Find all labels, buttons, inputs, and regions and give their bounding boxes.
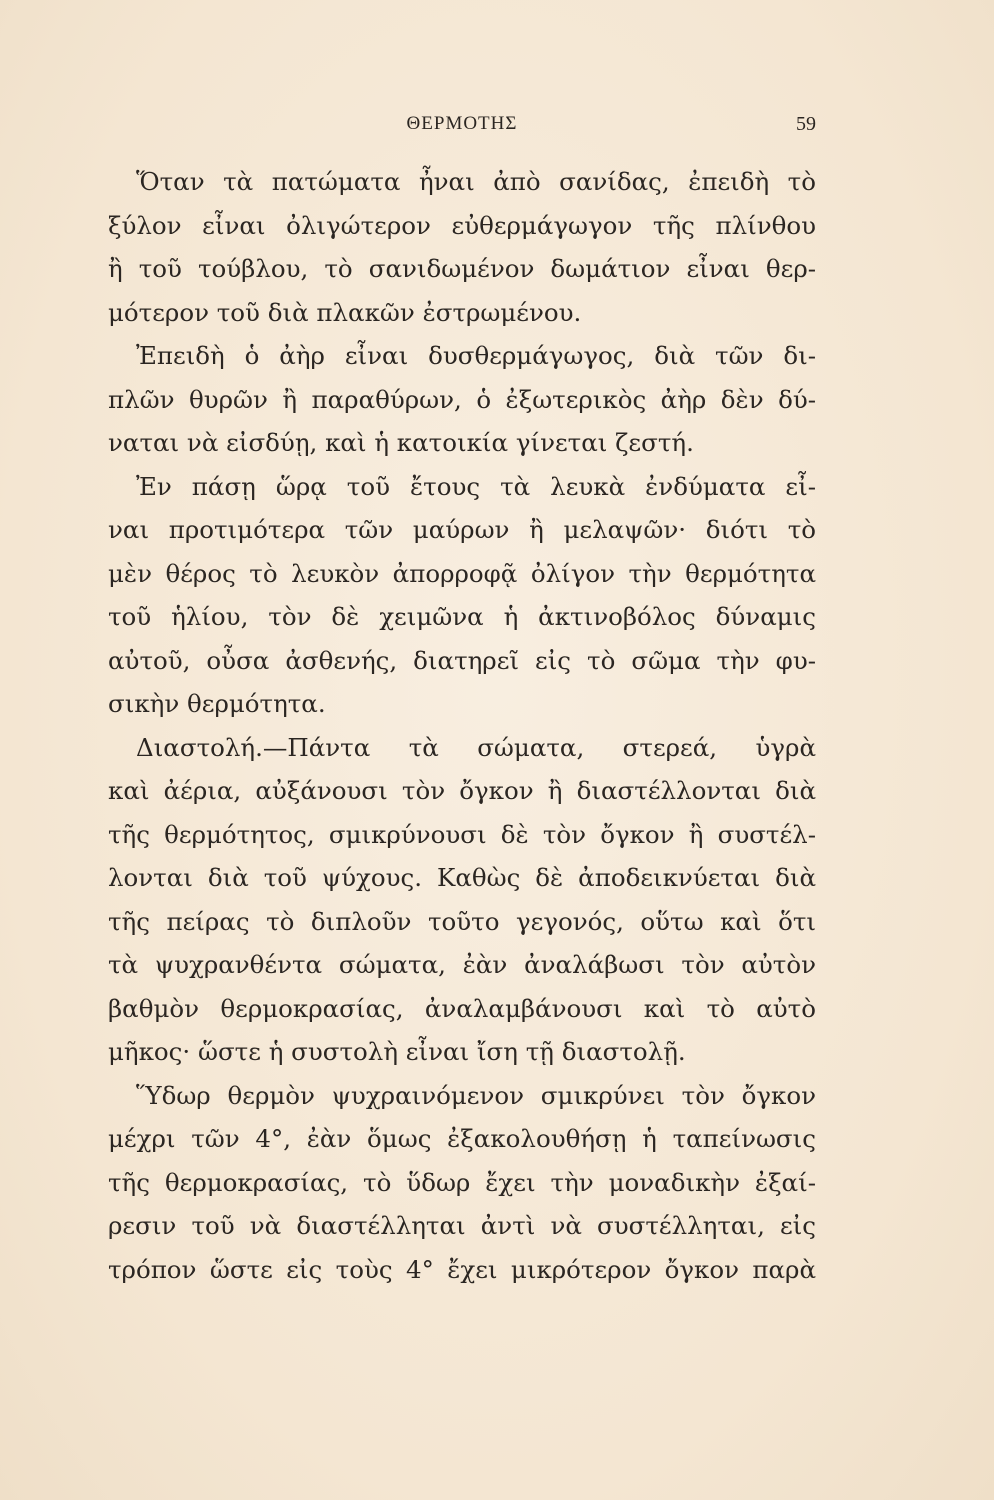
- text-line: τῆς θερμότητος, σμικρύνουσι δὲ τὸν ὄγκον ἢ συστέλ-: [108, 819, 816, 849]
- text-line: τὰ ψυχρανθέντα σώματα, ἐὰν ἀναλάβωσι τὸν αὐτὸν: [108, 950, 816, 979]
- page-header: [108, 113, 816, 143]
- body-text: [108, 160, 816, 1291]
- text-line: λονται διὰ τοῦ ψύχους. Καθὼς δὲ ἀποδεικνύεται διὰ: [108, 863, 816, 892]
- text-line: σικὴν θερμότητα.: [108, 689, 326, 718]
- text-line: πλῶν θυρῶν ἢ παραθύρων, ὁ ἐξωτερικὸς ἀὴρ δὲν δύ-: [108, 384, 816, 414]
- text-line: Διαστολή.—Πάντα τὰ σώματα, στερεά, ὑγρὰ: [136, 732, 816, 762]
- text-line: τοῦ ἡλίου, τὸν δὲ χειμῶνα ἡ ἀκτινοβόλος δύναμις: [108, 602, 816, 631]
- running-title: ΘΕΡΜΟΤΗΣ: [406, 113, 518, 134]
- text-line: ξύλον εἶναι ὀλιγώτερον εὐθερμάγωγον τῆς πλίνθου: [108, 210, 816, 240]
- text-line: ρεσιν τοῦ νὰ διαστέλληται ἀντὶ νὰ συστέλληται, εἰς: [108, 1211, 816, 1240]
- text-line: βαθμὸν θερμοκρασίας, ἀναλαμβάνουσι καὶ τὸ αὐτὸ: [108, 993, 816, 1023]
- text-line: ναι προτιμότερα τῶν μαύρων ἢ μελαψῶν· διότι τὸ: [108, 515, 816, 544]
- text-line: μὲν θέρος τὸ λευκὸν ἀπορροφᾷ ὀλίγον τὴν θερμότητα: [108, 558, 816, 588]
- text-line: τῆς θερμοκρασίας, τὸ ὕδωρ ἔχει τὴν μοναδικὴν ἐξαί-: [108, 1167, 816, 1197]
- text-line: ἢ τοῦ τούβλου, τὸ σανιδωμένον δωμάτιον εἶναι θερ-: [108, 254, 816, 283]
- text-line: τρόπον ὥστε εἰς τοὺς 4° ἔχει μικρότερον ὄγκον παρὰ: [108, 1254, 816, 1284]
- text-line: Ἐπειδὴ ὁ ἀὴρ εἶναι δυσθερμάγωγος, διὰ τῶν δι-: [136, 341, 816, 370]
- text-line: αὐτοῦ, οὖσα ἀσθενής, διατηρεῖ εἰς τὸ σῶμα τὴν φυ-: [108, 645, 816, 675]
- text-line: μότερον τοῦ διὰ πλακῶν ἐστρωμένου.: [108, 297, 582, 327]
- text-line: ναται νὰ εἰσδύῃ, καὶ ἡ κατοικία γίνεται ζεστή.: [108, 428, 694, 457]
- text-line: Ὅταν τὰ πατώματα ἦναι ἀπὸ σανίδας, ἐπειδὴ τὸ: [136, 167, 816, 196]
- text-line: μέχρι τῶν 4°, ἐὰν ὅμως ἐξακολουθήσῃ ἡ ταπείνωσις: [108, 1124, 816, 1153]
- text-line: μῆκος· ὥστε ἡ συστολὴ εἶναι ἴση τῇ διαστολῇ.: [108, 1037, 686, 1066]
- text-line: καὶ ἀέρια, αὐξάνουσι τὸν ὄγκον ἢ διαστέλλονται διὰ: [108, 776, 816, 805]
- text-line: τῆς πείρας τὸ διπλοῦν τοῦτο γεγονός, οὕτω καὶ ὅτι: [108, 906, 816, 936]
- text-line: Ὕδωρ θερμὸν ψυχραινόμενον σμικρύνει τὸν ὄγκον: [136, 1080, 816, 1110]
- text-line: Ἐν πάσῃ ὥρᾳ τοῦ ἔτους τὰ λευκὰ ἐνδύματα εἶ-: [136, 471, 816, 501]
- page-number: 59: [796, 113, 816, 135]
